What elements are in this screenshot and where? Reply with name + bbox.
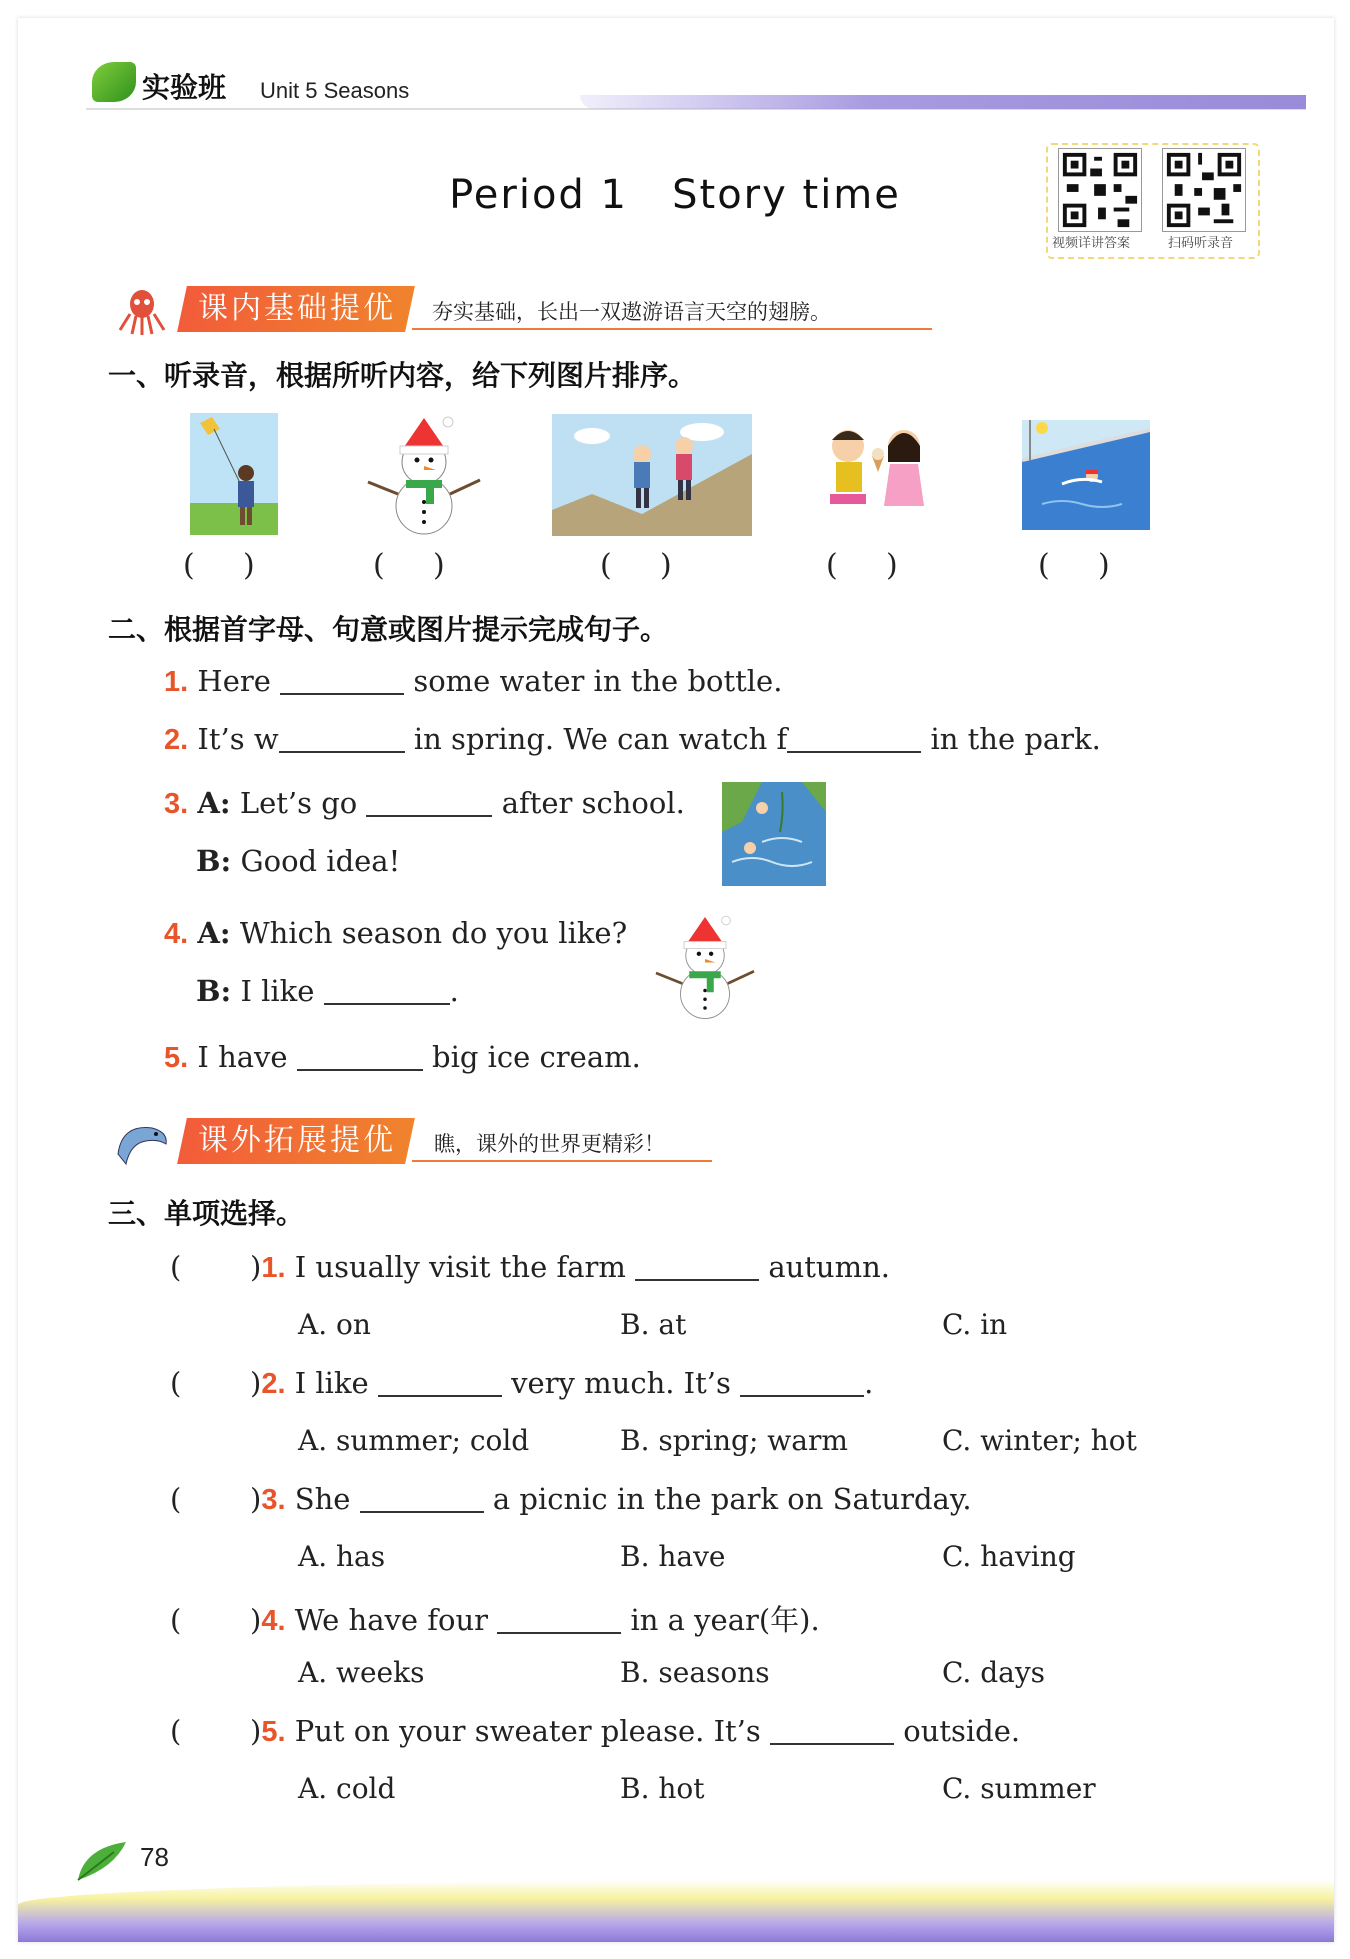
question-text: She: [294, 1482, 351, 1516]
answer-paren-open[interactable]: (: [170, 1714, 182, 1748]
section-tag-basic: 课内基础提优: [177, 286, 415, 332]
answer-paren-3[interactable]: ( ): [600, 548, 672, 583]
qr-label-audio: 扫码听录音: [1168, 236, 1234, 251]
squid-mascot-icon: [112, 286, 172, 336]
answer-paren-2[interactable]: ( ): [373, 548, 445, 583]
footer-wave: [18, 1880, 1334, 1942]
fill-question-3a: 3. A: Let’s go after school.: [164, 786, 685, 820]
answer-paren-1[interactable]: ( ): [183, 548, 255, 583]
part1-heading: 一、听录音，根据所听内容，给下列图片排序。: [108, 359, 697, 392]
fill-question-4a: 4. A: Which season do you like?: [164, 916, 628, 950]
mc-question-4: [170, 1598, 820, 1639]
mc-question-1: [170, 1250, 890, 1285]
header-accent-bar: [580, 95, 1306, 109]
blank-input[interactable]: [635, 1253, 759, 1281]
section-banner-1: [112, 286, 932, 334]
question-text: very much. It’s: [511, 1366, 731, 1400]
mc-option-b[interactable]: B. spring; warm: [620, 1424, 848, 1457]
answer-paren-close: ): [250, 1250, 262, 1284]
snowman-hint-picture: [650, 910, 760, 1022]
answer-paren-close: ): [250, 1482, 262, 1516]
blank-input[interactable]: [787, 725, 921, 753]
mc-option-c[interactable]: C. days: [942, 1656, 1046, 1689]
mc-option-c[interactable]: C. summer: [942, 1772, 1096, 1805]
answer-paren-open[interactable]: (: [170, 1366, 182, 1400]
part3-heading: 三、单项选择。: [108, 1197, 305, 1230]
mc-option-a[interactable]: A. weeks: [298, 1656, 425, 1689]
swimming-pool-picture: [1022, 420, 1150, 530]
dolphin-mascot-icon: [112, 1118, 172, 1168]
fill-question-4b: B: I like .: [196, 974, 459, 1008]
fill-question-2: 2. It’s w in spring. We can watch f in the park.: [164, 722, 1101, 756]
blank-input[interactable]: [770, 1717, 894, 1745]
answer-paren-close: ): [250, 1366, 262, 1400]
mc-option-a[interactable]: A. summer; cold: [298, 1424, 530, 1457]
mc-option-b[interactable]: B. have: [620, 1540, 726, 1573]
qr-code-audio-icon[interactable]: [1162, 148, 1246, 232]
question-text: in a year(年).: [630, 1603, 820, 1637]
question-text: We have four: [294, 1603, 489, 1637]
blank-input[interactable]: [366, 789, 492, 817]
leaf-logo-icon: [92, 62, 136, 102]
question-text: autumn.: [768, 1250, 891, 1284]
mc-option-c[interactable]: C. in: [942, 1308, 1008, 1341]
answer-paren-open[interactable]: (: [170, 1250, 182, 1284]
mountain-climbing-picture: [552, 414, 752, 536]
mc-option-a[interactable]: A. has: [298, 1540, 386, 1573]
blank-input[interactable]: [378, 1369, 502, 1397]
unit-title: Unit 5 Seasons: [260, 78, 410, 103]
blank-input[interactable]: [279, 725, 405, 753]
question-text: a picnic in the park on Saturday.: [492, 1482, 972, 1516]
blank-input[interactable]: [360, 1485, 484, 1513]
mc-option-b[interactable]: B. seasons: [620, 1656, 770, 1689]
question-text: I like: [294, 1366, 369, 1400]
question-number: 3.: [261, 1484, 286, 1516]
mc-option-a[interactable]: A. cold: [298, 1772, 396, 1805]
mc-option-c[interactable]: C. having: [942, 1540, 1076, 1573]
leaf-footer-icon: [74, 1838, 130, 1884]
question-number: 4.: [261, 1605, 286, 1637]
question-text: I usually visit the farm: [294, 1250, 626, 1284]
answer-paren-open[interactable]: (: [170, 1603, 182, 1637]
mc-question-5: [170, 1714, 1020, 1749]
section-underline: [412, 328, 932, 330]
mc-option-b[interactable]: B. hot: [620, 1772, 705, 1805]
section-subtitle-basic: 夯实基础，长出一双遨游语言天空的翅膀。: [432, 300, 831, 324]
answer-paren-close: ): [250, 1714, 262, 1748]
blank-input[interactable]: [297, 1043, 423, 1071]
page-number: 78: [140, 1842, 169, 1872]
section-banner-2: [112, 1118, 712, 1166]
part2-heading: 二、根据首字母、句意或图片提示完成句子。: [108, 613, 669, 646]
question-number: 5.: [261, 1716, 286, 1748]
answer-paren-open[interactable]: (: [170, 1482, 182, 1516]
blank-input[interactable]: [280, 667, 404, 695]
brand-title: 实验班: [142, 71, 227, 104]
answer-paren-5[interactable]: ( ): [1038, 548, 1110, 583]
fill-question-1: 1. Here some water in the bottle.: [164, 664, 783, 698]
section-underline: [412, 1160, 712, 1162]
fill-question-5: 5. I have big ice cream.: [164, 1040, 641, 1074]
question-number: 2.: [261, 1368, 286, 1400]
mc-option-a[interactable]: A. on: [298, 1308, 371, 1341]
fill-question-3b: B: Good idea!: [196, 844, 401, 878]
answer-paren-close: ): [250, 1603, 262, 1637]
mc-question-2: [170, 1366, 873, 1401]
qr-code-video-icon[interactable]: [1058, 148, 1142, 232]
question-text: .: [864, 1366, 874, 1400]
blank-input[interactable]: [740, 1369, 864, 1397]
question-number: 1.: [261, 1252, 286, 1284]
answer-paren-4[interactable]: ( ): [826, 548, 898, 583]
question-text: outside.: [903, 1714, 1021, 1748]
river-swimming-picture: [722, 782, 826, 886]
mc-option-c[interactable]: C. winter; hot: [942, 1424, 1137, 1457]
mc-question-3: [170, 1482, 972, 1517]
ice-cream-picture: [812, 416, 940, 526]
kite-flying-picture: [190, 413, 278, 535]
page-title: Period 1 Story time: [449, 172, 901, 218]
section-tag-extension: 课外拓展提优: [177, 1118, 415, 1164]
question-text: Put on your sweater please. It’s: [294, 1714, 761, 1748]
snowman-picture: [362, 410, 486, 538]
mc-option-b[interactable]: B. at: [620, 1308, 687, 1341]
blank-input[interactable]: [497, 1606, 621, 1634]
section-subtitle-extension: 瞧，课外的世界更精彩！: [434, 1132, 665, 1156]
blank-input[interactable]: [324, 977, 450, 1005]
qr-label-video: 视频详讲答案: [1052, 236, 1131, 251]
